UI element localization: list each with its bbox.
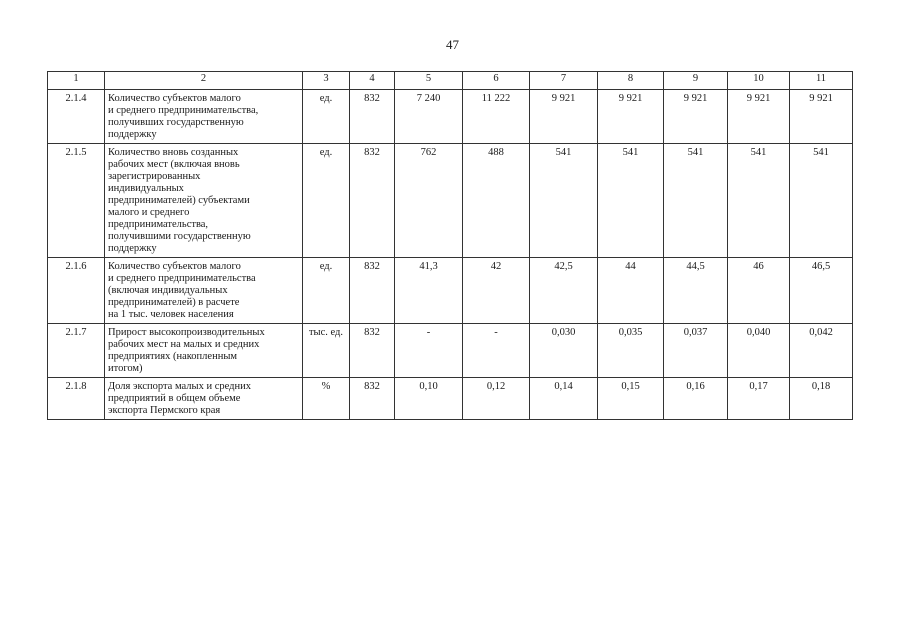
row-name-line: зарегистрированных <box>108 171 201 182</box>
row-value: 9 921 <box>728 90 790 144</box>
row-code: 2.1.5 <box>48 144 105 258</box>
column-header: 9 <box>664 72 728 90</box>
row-name-line: Количество субъектов малого <box>108 261 241 272</box>
row-value: 0,035 <box>598 324 664 378</box>
row-value: 541 <box>598 144 664 258</box>
column-header: 4 <box>350 72 395 90</box>
row-col4: 832 <box>350 378 395 420</box>
row-value: 46,5 <box>790 258 853 324</box>
row-value: 0,18 <box>790 378 853 420</box>
column-header: 10 <box>728 72 790 90</box>
row-name-line: экспорта Пермского края <box>108 405 221 416</box>
row-code: 2.1.6 <box>48 258 105 324</box>
row-value: 44 <box>598 258 664 324</box>
column-header: 6 <box>463 72 530 90</box>
row-name-line: и среднего предпринимательства, <box>108 105 259 116</box>
row-name-line: поддержку <box>108 243 157 254</box>
row-code: 2.1.8 <box>48 378 105 420</box>
column-header: 7 <box>530 72 598 90</box>
table-header-row <box>48 72 853 90</box>
row-col4: 832 <box>350 324 395 378</box>
row-value: 9 921 <box>664 90 728 144</box>
row-name-line: на 1 тыс. человек населения <box>108 309 234 320</box>
table-row <box>48 144 853 258</box>
row-name-line: предпринимателей) субъектами <box>108 195 250 206</box>
row-value: 44,5 <box>664 258 728 324</box>
row-value: 0,15 <box>598 378 664 420</box>
row-name-line: Количество вновь созданных <box>108 147 239 158</box>
row-value: - <box>395 324 463 378</box>
row-value: 0,040 <box>728 324 790 378</box>
row-value: - <box>463 324 530 378</box>
row-name-line: предпринимательства, <box>108 219 209 230</box>
row-name-line: итогом) <box>108 363 143 374</box>
row-name <box>105 90 303 144</box>
row-name-line: индивидуальных <box>108 183 184 194</box>
row-value: 541 <box>728 144 790 258</box>
row-unit: % <box>303 378 350 420</box>
row-col4: 832 <box>350 258 395 324</box>
row-value: 46 <box>728 258 790 324</box>
column-header: 2 <box>105 72 303 90</box>
row-name-line: предприятиях (накопленным <box>108 351 238 362</box>
row-name-line: рабочих мест (включая вновь <box>108 159 240 170</box>
table-row <box>48 378 853 420</box>
row-value: 9 921 <box>598 90 664 144</box>
row-name-line: (включая индивидуальных <box>108 285 228 296</box>
row-value: 42 <box>463 258 530 324</box>
row-name-line: получившими государственную <box>108 231 251 242</box>
row-unit: ед. <box>303 258 350 324</box>
row-name-line: получивших государственную <box>108 117 244 128</box>
table-row <box>48 258 853 324</box>
row-name-line: Количество субъектов малого <box>108 93 241 104</box>
row-name-line: поддержку <box>108 129 157 140</box>
row-unit: ед. <box>303 90 350 144</box>
row-name <box>105 258 303 324</box>
row-value: 541 <box>664 144 728 258</box>
row-value: 0,037 <box>664 324 728 378</box>
row-value: 0,030 <box>530 324 598 378</box>
row-name-line: рабочих мест на малых и средних <box>108 339 260 350</box>
column-header: 3 <box>303 72 350 90</box>
row-name-line: Доля экспорта малых и средних <box>108 381 251 392</box>
row-value: 762 <box>395 144 463 258</box>
row-value: 42,5 <box>530 258 598 324</box>
row-name <box>105 324 303 378</box>
row-name-line: малого и среднего <box>108 207 190 218</box>
column-header: 8 <box>598 72 664 90</box>
table-row <box>48 90 853 144</box>
row-value: 0,042 <box>790 324 853 378</box>
row-unit: ед. <box>303 144 350 258</box>
row-value: 0,10 <box>395 378 463 420</box>
row-value: 541 <box>790 144 853 258</box>
column-header: 5 <box>395 72 463 90</box>
table-row <box>48 324 853 378</box>
row-value: 0,12 <box>463 378 530 420</box>
row-value: 488 <box>463 144 530 258</box>
row-code: 2.1.4 <box>48 90 105 144</box>
row-col4: 832 <box>350 90 395 144</box>
row-name <box>105 378 303 420</box>
row-value: 0,14 <box>530 378 598 420</box>
row-value: 41,3 <box>395 258 463 324</box>
row-value: 9 921 <box>790 90 853 144</box>
row-value: 0,16 <box>664 378 728 420</box>
column-header: 11 <box>790 72 853 90</box>
row-name-line: предпринимателей) в расчете <box>108 297 240 308</box>
row-value: 0,17 <box>728 378 790 420</box>
page-number: 47 <box>446 37 459 52</box>
row-name <box>105 144 303 258</box>
column-header: 1 <box>48 72 105 90</box>
row-code: 2.1.7 <box>48 324 105 378</box>
indicators-table <box>47 71 853 420</box>
table-body <box>48 90 853 420</box>
row-unit: тыс. ед. <box>303 324 350 378</box>
row-name-line: Прирост высокопроизводительных <box>108 327 265 338</box>
row-value: 9 921 <box>530 90 598 144</box>
row-value: 541 <box>530 144 598 258</box>
row-col4: 832 <box>350 144 395 258</box>
row-name-line: предприятий в общем объеме <box>108 393 241 404</box>
row-value: 7 240 <box>395 90 463 144</box>
row-value: 11 222 <box>463 90 530 144</box>
row-name-line: и среднего предпринимательства <box>108 273 256 284</box>
